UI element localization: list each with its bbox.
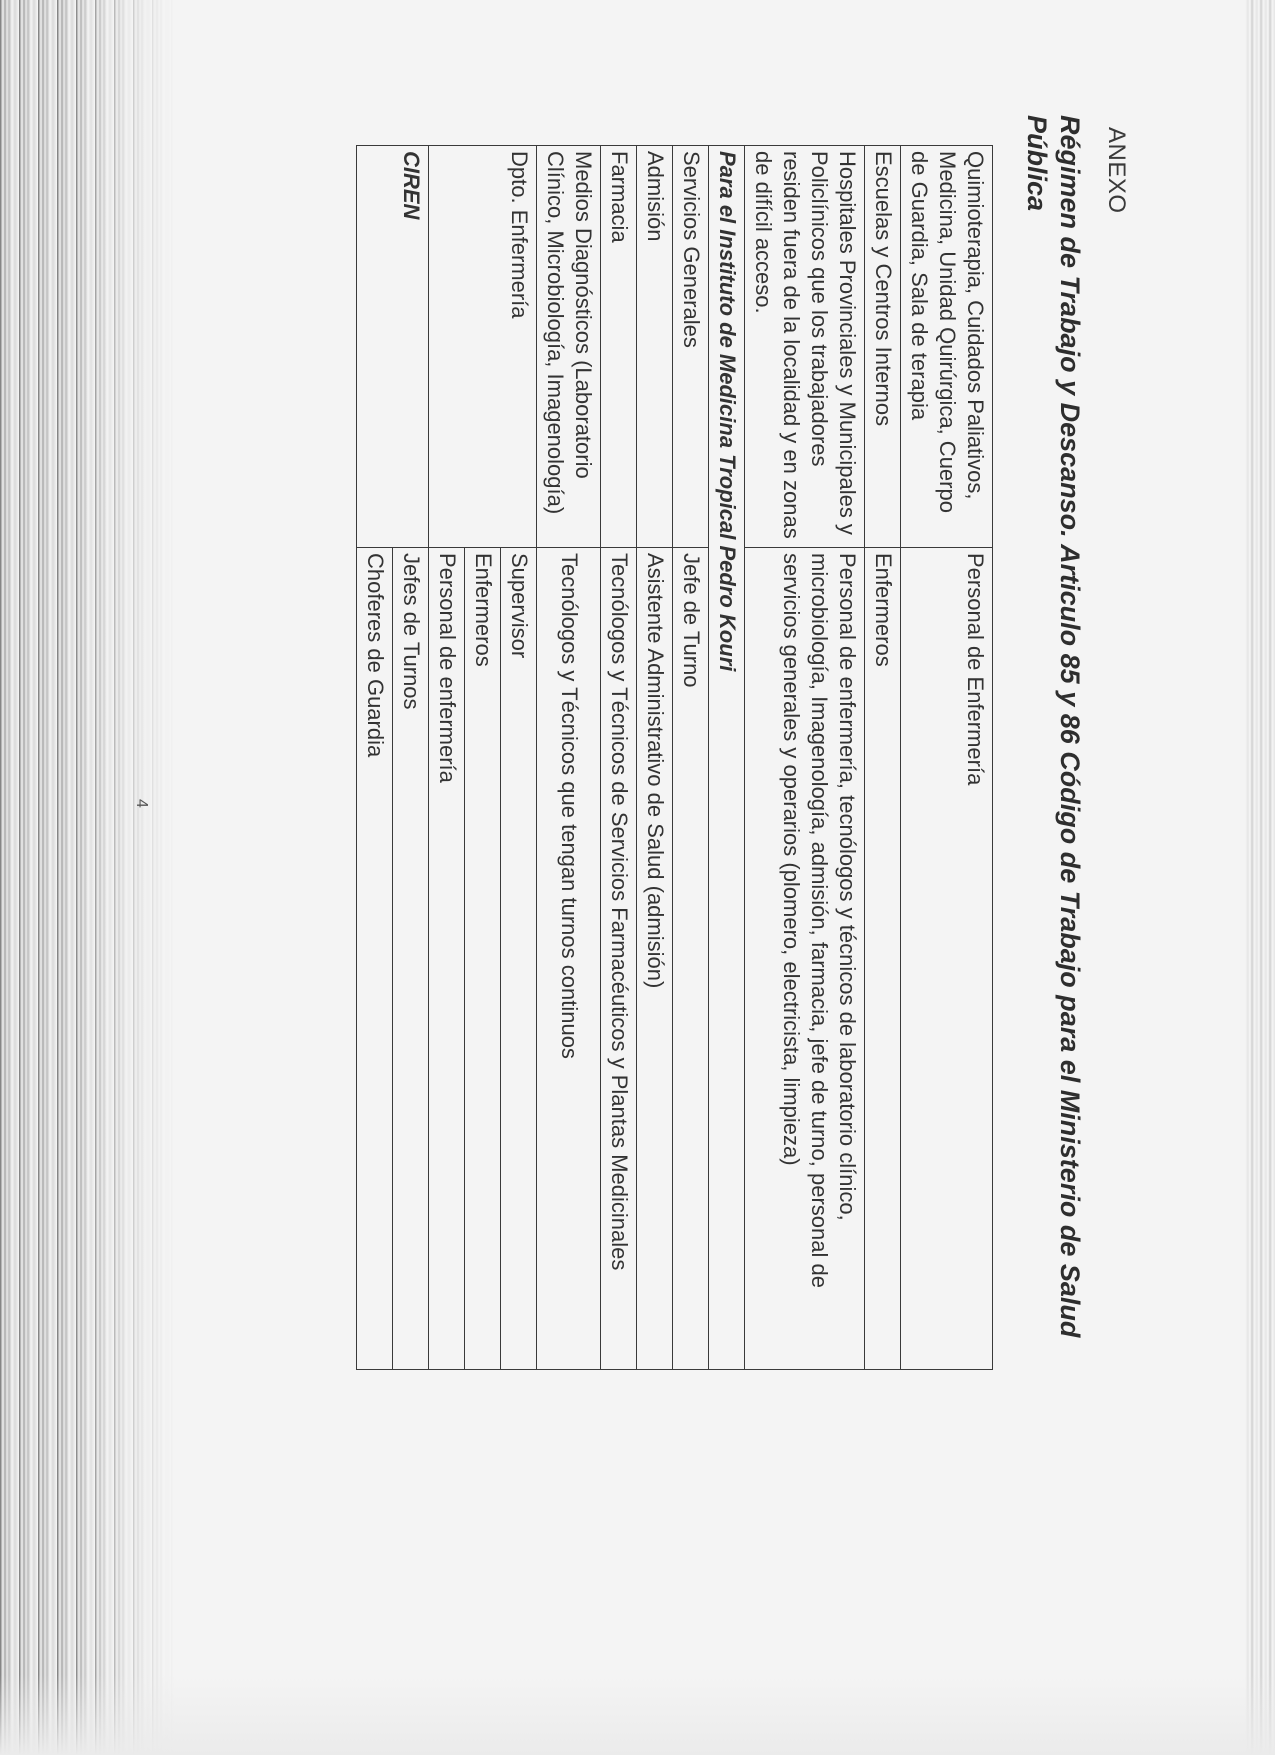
personal-cell: Asistente Administrativo de Salud (admisión) <box>637 548 673 1370</box>
table-row <box>393 146 429 1370</box>
area-cell: Quimioterapia, Cuidados Paliativos, Medicina, Unidad Quirúrgica, Cuerpo de Guardia, Sala de terapia <box>901 146 993 548</box>
personal-cell: Tecnólogos y Técnicos de Servicios Farmacéuticos y Plantas Medicinales <box>601 548 637 1370</box>
section-header-row <box>709 146 745 1370</box>
area-cell: Medios Diagnósticos (Laboratorio Clínico, Microbiología, Imagenología) <box>537 146 601 548</box>
annex-heading: ANEXO <box>1103 127 1130 214</box>
work-regime-table <box>356 145 993 1370</box>
table-row <box>637 146 673 1370</box>
page-number: 4 <box>133 799 150 808</box>
ciren-cell: CIREN <box>357 146 429 548</box>
area-cell: Admisión <box>637 146 673 548</box>
personal-cell: Choferes de Guardia <box>357 548 393 1370</box>
personal-cell: Enfermeros <box>465 548 501 1370</box>
personal-cell: Supervisor <box>501 548 537 1370</box>
document-title: Régimen de Trabajo y Descanso. Articulo 85 y 86 Código de Trabajo para el Ministerio de Salud Pública <box>1022 115 1085 1338</box>
personal-cell: Jefe de Turno <box>673 548 709 1370</box>
table-row <box>537 146 601 1370</box>
personal-cell: Personal de enfermería, tecnólogos y técnicos de laboratorio clínico, microbiología, Imagenología, admisión, farmacia, jefe de turno, personal de servicios generales y operarios (plomero, electricista, limpieza) <box>745 548 865 1370</box>
personal-cell: Enfermeros <box>865 548 901 1370</box>
scan-edge-bottom <box>0 1675 1275 1755</box>
table-row <box>501 146 537 1370</box>
personal-cell: Tecnólogos y Técnicos que tengan turnos continuos <box>537 548 601 1370</box>
personal-cell: Personal de Enfermería <box>901 548 993 1370</box>
area-cell: Escuelas y Centros Internos <box>865 146 901 548</box>
area-cell: Farmacia <box>601 146 637 548</box>
table-row <box>673 146 709 1370</box>
table-row <box>745 146 865 1370</box>
scan-edge-right <box>1245 0 1275 1755</box>
table-row <box>901 146 993 1370</box>
table-row <box>601 146 637 1370</box>
personal-cell: Personal de enfermería <box>429 548 465 1370</box>
area-cell: Servicios Generales <box>673 146 709 548</box>
section-title: Para el Instituto de Medicina Tropical Pedro Kouri <box>709 146 745 1370</box>
rotated-page <box>133 115 1130 1475</box>
personal-cell: Jefes de Turnos <box>393 548 429 1370</box>
area-cell: Dpto. Enfermería <box>429 146 537 548</box>
scan-edge-left <box>0 0 175 1755</box>
table-row <box>865 146 901 1370</box>
area-cell: Hospitales Provinciales y Municipales y Policlínicos que los trabajadores residen fuera de la localidad y en zonas de difícil acceso. <box>745 146 865 548</box>
